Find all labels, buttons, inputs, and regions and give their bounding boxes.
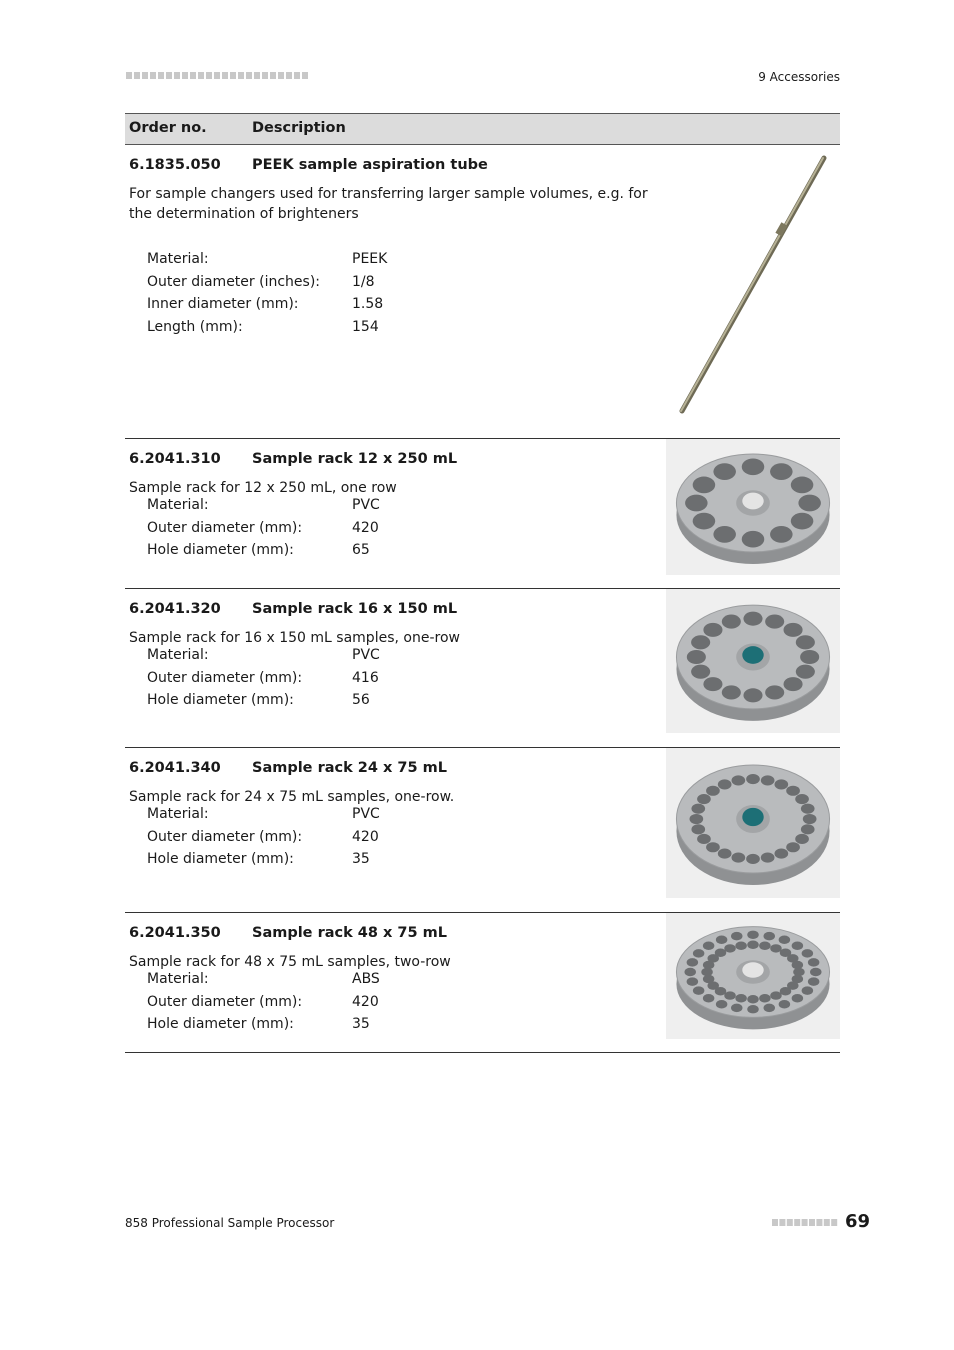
property-row [147,497,447,520]
property-value: 420 [352,828,379,845]
property-label: Outer diameter (mm): [147,519,303,536]
property-row [147,296,447,319]
property-value: PVC [352,497,380,513]
property-value: 56 [352,692,370,708]
accessory-table [125,113,840,1053]
item-description: Sample rack for 16 x 150 mL samples, one-row [129,630,460,646]
table-header [125,113,840,145]
property-value: PVC [352,806,380,822]
property-value: 65 [352,542,370,558]
property-value: 154 [352,318,379,335]
page-number: 69 [845,1211,871,1232]
property-row [147,829,447,852]
property-label: Hole diameter (mm): [147,692,294,708]
property-label: Hole diameter (mm): [147,851,294,867]
rack-16-image [666,589,840,733]
rack-48-image [666,913,840,1039]
property-label: Material: [147,806,209,822]
rack-drawing [666,439,840,575]
header-dot-bar [126,72,308,82]
property-row [147,806,447,829]
property-row [147,692,447,715]
property-label: Material: [147,647,209,663]
property-label: Outer diameter (mm): [147,669,303,686]
property-list [147,647,447,715]
property-value: 1.58 [352,296,384,312]
property-value: 1/8 [352,273,375,290]
property-row [147,670,447,693]
table-row [125,913,840,1053]
property-label: Outer diameter (mm): [147,828,303,845]
property-value: 416 [352,669,379,686]
item-description: Sample rack for 12 x 250 mL, one row [129,480,397,496]
property-value: ABS [352,971,380,987]
property-label: Outer diameter (mm): [147,993,303,1010]
item-title: Sample rack 16 x 150 mL [252,601,458,617]
property-value: 420 [352,519,379,536]
property-row [147,851,447,874]
property-value: PEEK [352,251,388,267]
property-label: Material: [147,251,209,267]
footer-document-title: 858 Professional Sample Processor [125,1216,335,1230]
property-row [147,520,447,543]
item-description: Sample rack for 48 x 75 mL samples, two-row [129,954,451,970]
property-label: Length (mm): [147,318,243,335]
property-value: 420 [352,993,379,1010]
footer-dot-bar [772,1219,838,1227]
order-number: 6.2041.320 [129,601,221,617]
property-row [147,251,447,274]
property-row [147,971,447,994]
order-number: 6.2041.340 [129,760,221,776]
property-list [147,806,447,874]
item-title: Sample rack 48 x 75 mL [252,925,447,941]
property-value: PVC [352,647,380,663]
table-row [125,145,840,439]
rack-drawing [666,913,840,1039]
rack-12-image [666,439,840,575]
header-description: Description [252,120,346,136]
item-description: For sample changers used for transferring larger sample volumes, e.g. for the determination of brighteners [129,186,648,222]
table-row [125,748,840,913]
property-label: Material: [147,497,209,513]
property-label: Material: [147,971,209,987]
rack-drawing [666,589,840,733]
property-row [147,994,447,1017]
property-label: Outer diameter (inches): [147,273,320,290]
property-row [147,542,447,565]
header-order-no: Order no. [129,120,207,136]
item-description: Sample rack for 24 x 75 mL samples, one-row. [129,789,455,805]
order-number: 6.1835.050 [129,157,221,173]
chapter-label: 9 Accessories [758,70,840,84]
property-value: 35 [352,1016,370,1032]
property-label: Hole diameter (mm): [147,1016,294,1032]
order-number: 6.2041.350 [129,925,221,941]
property-value: 35 [352,851,370,867]
property-label: Inner diameter (mm): [147,296,299,312]
aspiration-tube-image [674,153,834,418]
table-row [125,589,840,748]
table-row [125,439,840,589]
property-label: Hole diameter (mm): [147,542,294,558]
item-title: PEEK sample aspiration tube [252,157,488,173]
property-row [147,319,447,342]
order-number: 6.2041.310 [129,451,221,467]
item-title: Sample rack 12 x 250 mL [252,451,458,467]
property-list [147,497,447,565]
property-row [147,1016,447,1039]
property-row [147,647,447,670]
rack-24-image [666,748,840,898]
rack-drawing [666,748,840,898]
property-list [147,251,447,341]
property-row [147,274,447,297]
item-title: Sample rack 24 x 75 mL [252,760,447,776]
property-list [147,971,447,1039]
